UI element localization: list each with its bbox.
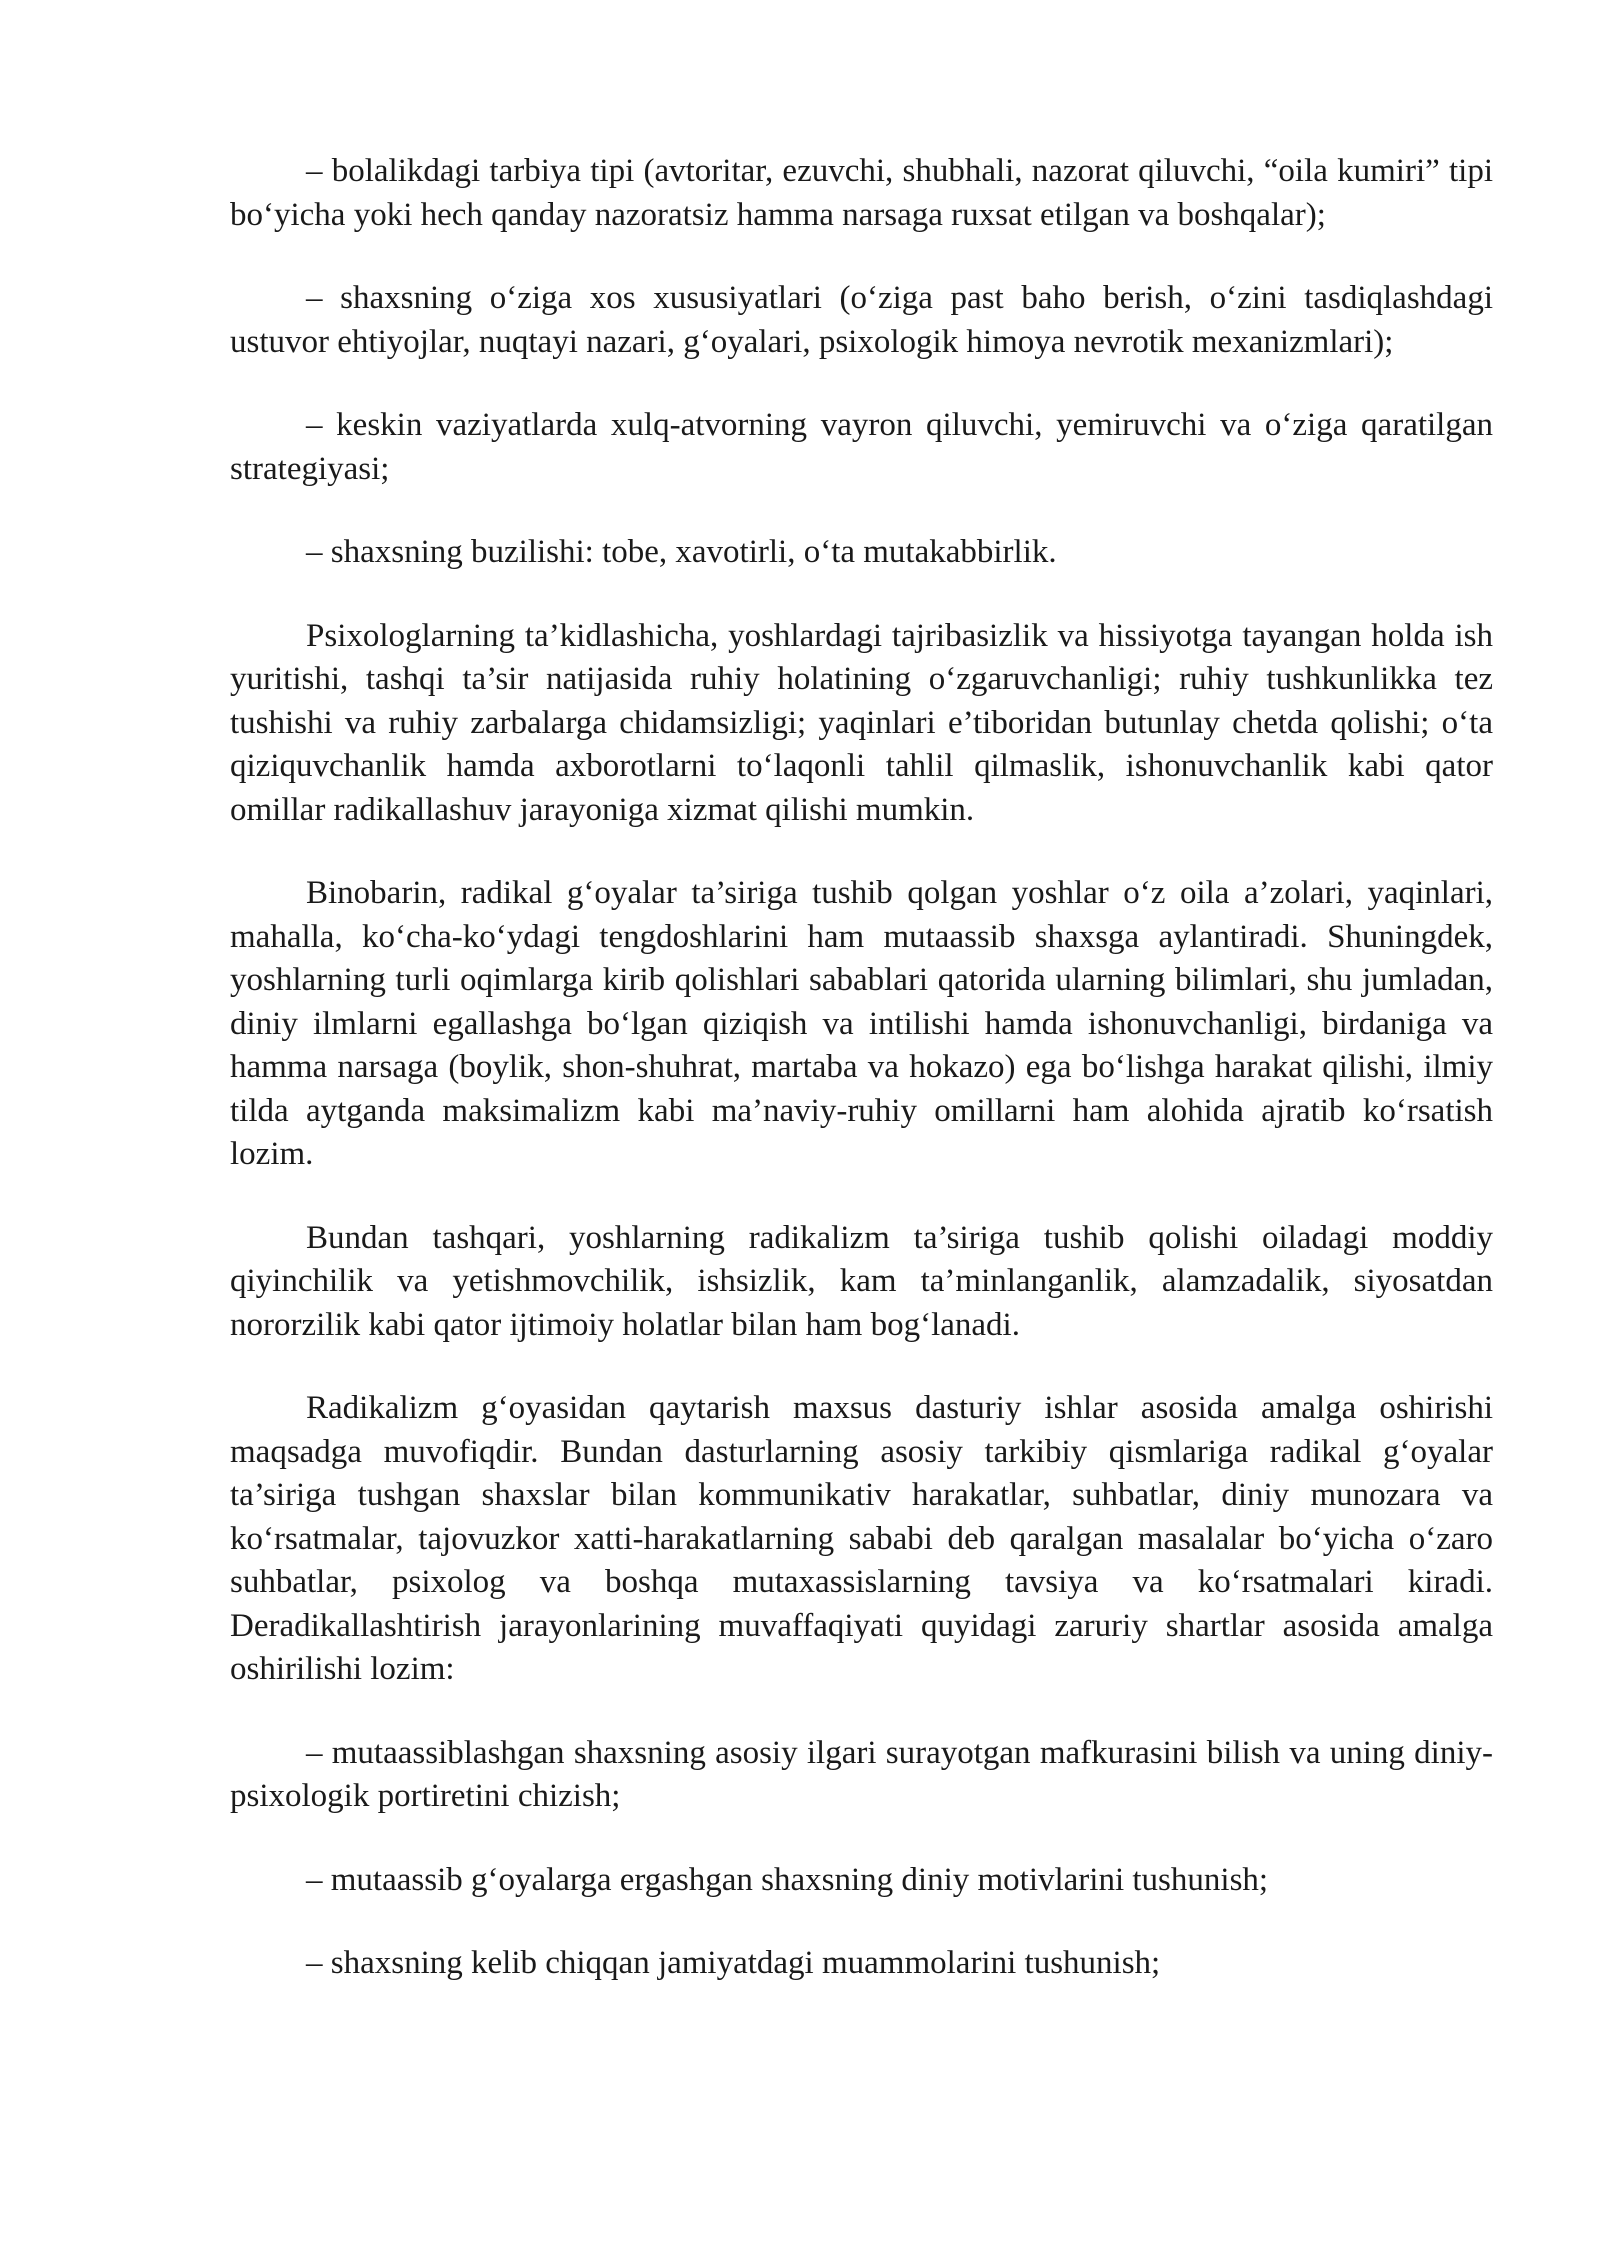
paragraph-radical-ideas-influence: Binobarin, radikal g‘oyalar ta’siriga tushib qolgan yoshlar o‘z oila a’zolari, yaqinlari, mahalla, ko‘cha-ko‘ydagi tengdoshlarini ham mutaassib shaxsga aylantiradi. Shuningdek, yoshlarning turli oqimlarga kirib qolishlari sabablari qatorida ularning bilimlari, shu jumladan, diniy ilmlarni egallashga bo‘lgan qiziqish va intilishi hamda ishonuvchanligi, birdaniga va hamma narsaga (boylik, shon-shuhrat, martaba va hokazo) ega bo‘lishga harakat qilishi, ilmiy tilda aytganda maksimalizm kabi ma’naviy-ruhiy omillarni ham alohida ajratib ko‘rsatish lozim.	[230, 875, 1493, 1172]
list-item-upbringing-type: – bolalikdagi tarbiya tipi (avtoritar, ezuvchi, shubhali, nazorat qiluvchi, “oila kumiri” tipi bo‘yicha yoki hech qanday nazoratsiz hamma narsaga ruxsat etilgan va boshqalar);	[230, 153, 1493, 233]
list-item-ideology-portrait: – mutaassiblashgan shaxsning asosiy ilgari surayotgan mafkurasini bilish va uning diniy-psixologik portiretini chizish;	[230, 1734, 1493, 1814]
paragraph-social-factors: Bundan tashqari, yoshlarning radikalizm ta’siriga tushib qolishi oiladagi moddiy qiyinchilik va yetishmovchilik, ishsizlik, kam ta’minlanganlik, alamzadalik, siyosatdan nororzilik kabi qator ijtimoiy holatlar bilan ham bog‘lanadi.	[230, 1219, 1493, 1343]
paragraph-psychologists-note: Psixologlarning ta’kidlashicha, yoshlardagi tajribasizlik va hissiyotga tayangan holda ish yuritishi, tashqi ta’sir natijasida ruhiy holatining o‘zgaruvchanligi; ruhiy tushkunlikka tez tushishi va ruhiy zarbalarga chidamsizligi; yaqinlari e’tiboridan butunlay chetda qolishi; o‘ta qiziquvchanlik hamda axborotlarni to‘laqonli tahlil qilmaslik, ishonuvchanlik kabi qator omillar radikallashuv jarayoniga xizmat qilishi mumkin.	[230, 617, 1493, 828]
list-item-social-problems: – shaxsning kelib chiqqan jamiyatdagi muammolarini tushunish;	[306, 1945, 1161, 1981]
list-item-personal-traits: – shaxsning o‘ziga xos xususiyatlari (o‘ziga past baho berish, o‘zini tasdiqlashdagi ustuvor ehtiyojlar, nuqtayi nazari, g‘oyalari, psixologik himoya nevrotik mexanizmlari);	[230, 280, 1493, 360]
list-item-crisis-strategy: – keskin vaziyatlarda xulq-atvorning vayron qiluvchi, yemiruvchi va o‘ziga qaratilgan strategiyasi;	[230, 407, 1493, 487]
list-item-religious-motives: – mutaassib g‘oyalarga ergashgan shaxsning diniy motivlarini tushunish;	[306, 1861, 1269, 1898]
list-item-personality-disorder: – shaxsning buzilishi: tobe, xavotirli, o‘ta mutakabbirlik.	[306, 534, 1057, 570]
document-body	[230, 150, 1493, 1986]
paragraph-deradicalization-programs: Radikalizm g‘oyasidan qaytarish maxsus dasturiy ishlar asosida amalga oshirishi maqsadga muvofiqdir. Bundan dasturlarning asosiy tarkibiy qismlariga radikal g‘oyalar ta’siriga tushgan shaxslar bilan kommunikativ harakatlar, suhbatlar, diniy munozara va ko‘rsatmalar, tajovuzkor xatti-harakatlarning sababi deb qaralgan masalalar bo‘yicha o‘zaro suhbatlar, psixolog va boshqa mutaxassislarning tavsiya va ko‘rsatmalari kiradi. Deradikallashtirish jarayonlarining muvaffaqiyati quyidagi zaruriy shartlar asosida amalga oshirilishi lozim:	[230, 1390, 1493, 1687]
